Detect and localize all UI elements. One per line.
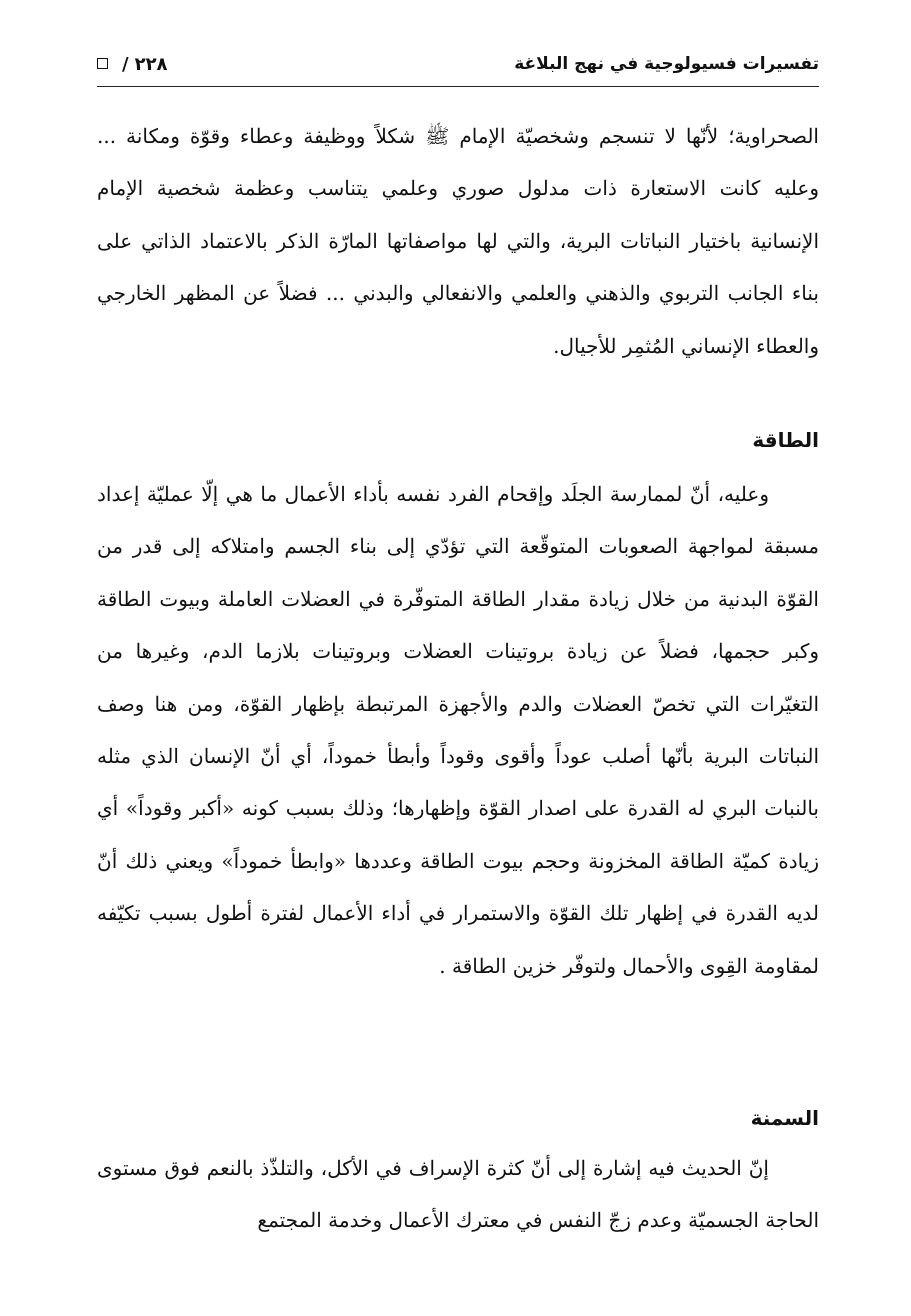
page-number-separator: / [122,54,129,75]
page-body [97,110,819,1247]
section-energy-paragraph: وعليه، أنّ لممارسة الجلَد وإقحام الفرد نفسه بأداء الأعمال ما هي إلّا عمليّة إعداد مسبقة لمواجهة الصعوبات المتوقّعة التي تؤدّي إلى بناء الجسم وامتلاكه إلى قدر من القوّة البدنية من خلال زيادة مقدار الطاقة المتوفّرة في العضلات العاملة وبيوت الطاقة وكبر حجمها، فضلاً عن زيادة بروتينات العضلات وبروتينات بلازما الدم، وغيرها من التغيّرات التي تخصّ العضلات والدم والأجهزة المرتبطة بإظهار القوّة، ومن هنا وصف النباتات البرية بأنّها أصلب عوداً وأقوى وقوداً وأبطأ خموداً، أي أنّ الإنسان الذي مثله بالنبات البري له القدرة على اصدار القوّة وإظهارها؛ وذلك بسبب كونه «أكبر وقوداً» أي زيادة كميّة الطاقة المخزونة وحجم بيوت الطاقة وعددها «وابطأ خموداً» ويعني ذلك أنّ لديه القدرة في إظهار تلك القوّة والاستمرار في أداء الأعمال لفترة أطول بسبب تكيّفه لمقاومة القِوى والأحمال ولتوفّر خزين الطاقة . [97,482,819,978]
running-header-title: تفسيرات فسيولوجية في نهج البلاغة [514,54,819,74]
intro-paragraph: الصحراوية؛ لأنّها لا تنسجم وشخصيّة الإمام ﷺ شكلاً ووظيفة وعطاء وقوّة ومكانة ... وعليه كانت الاستعارة ذات مدلول صوري وعلمي يتناسب وعظمة شخصية الإمام الإنسانية باختيار النباتات البرية، والتي لها مواصفاتها المارّة الذكر بالاعتماد الذاتي على بناء الجانب التربوي والذهني والعلمي والانفعالي والبدني ... فضلاً عن المظهر الخارجي والعطاء الإنساني المُثمِر للأجيال. [97,124,819,358]
section-obesity-body [97,1142,819,1247]
running-header [97,48,819,87]
section-obesity-heading-block [97,1102,819,1136]
page-number: ٢٢٨ [134,54,168,75]
section-energy-body [97,468,819,1044]
page-number-block [97,54,168,75]
intro-paragraph-block [97,110,819,372]
section-heading-obesity: السمنة [750,1106,819,1130]
section-heading-energy: الطاقة [752,428,819,452]
section-obesity-paragraph: إنّ الحديث فيه إشارة إلى أنّ كثرة الإسراف في الأكل، والتلذّذ بالنعم فوق مستوى الحاجة الجسميّة وعدم زجّ النفس في معترك الأعمال وخدمة المجتمع [97,1156,819,1233]
section-energy-heading-block [97,424,819,460]
square-ornament-icon [97,58,108,69]
